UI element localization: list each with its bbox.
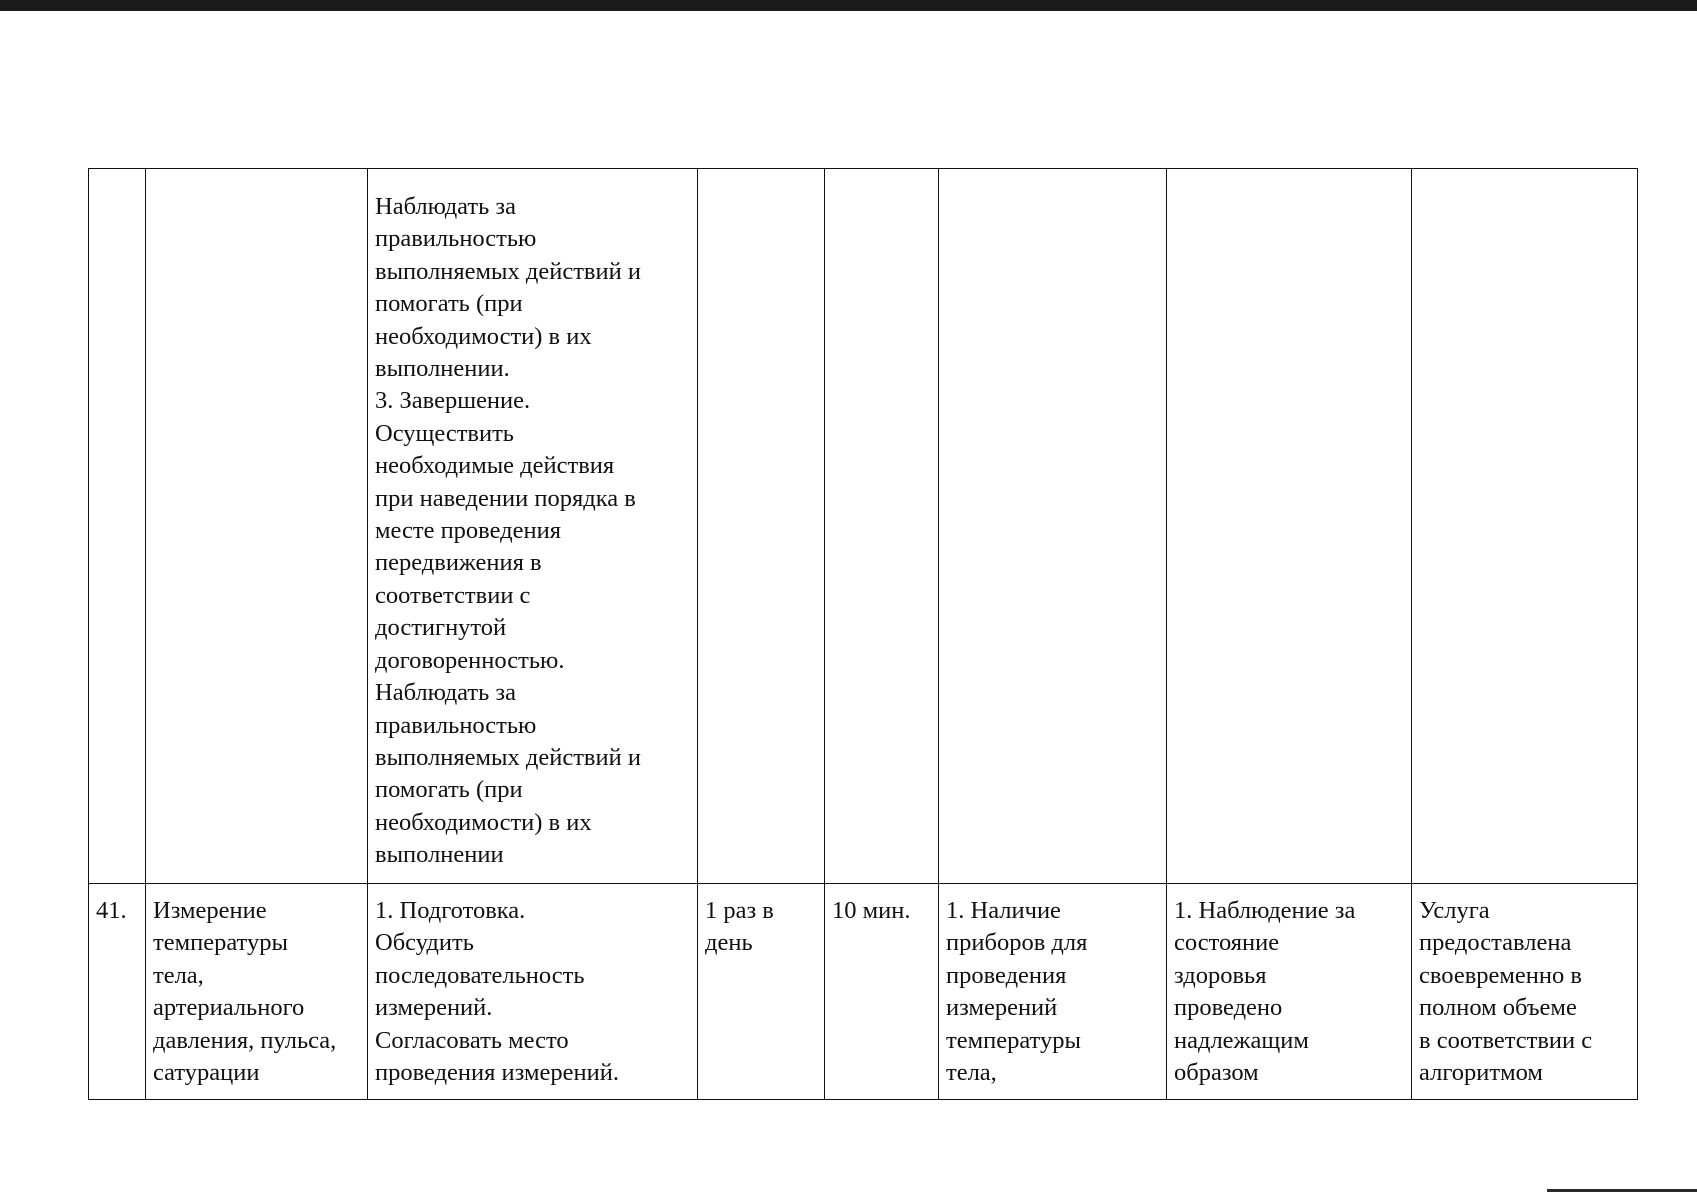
service-name: Измерение температуры тела, артериального давления, пульса, сатурации: [153, 897, 337, 1087]
duration-text: 10 мин.: [832, 897, 911, 924]
cell-number: [89, 884, 146, 1100]
frequency-text: 1 раз в день: [705, 897, 774, 957]
cell-indicators: [1167, 169, 1412, 884]
row-number: 41.: [96, 897, 127, 924]
cell-service-name: [146, 884, 368, 1100]
cell-evaluation: [1412, 169, 1638, 884]
cell-conditions: [939, 884, 1167, 1100]
cell-number: [89, 169, 146, 884]
cell-indicators: [1167, 884, 1412, 1100]
procedure-text: 1. Подготовка. Обсудить последовательность измерений. Согласовать место проведения измерений.: [375, 897, 619, 1087]
cell-procedure: [368, 884, 698, 1100]
table-row-41: [89, 884, 1638, 1100]
cell-evaluation: [1412, 884, 1638, 1100]
cell-frequency: [698, 169, 825, 884]
services-table: [88, 168, 1638, 1100]
procedure-text: Наблюдать за правильностью выполняемых действий и помогать (при необходимости) в их выполнении. 3. Завершение. Осуществить необходимые действия при наведении порядка в месте проведения передвижения в соответствии с достигнутой договоренностью. Наблюдать за правильностью выполняемых действий и помогать (при необходимости) в их выполнении: [375, 193, 641, 869]
cell-service-name: [146, 169, 368, 884]
table-row-continued: [89, 169, 1638, 884]
conditions-text: 1. Наличие приборов для проведения измерений температуры тела,: [946, 897, 1088, 1087]
cell-duration: [825, 169, 939, 884]
cell-conditions: [939, 169, 1167, 884]
cell-duration: [825, 884, 939, 1100]
scan-bottom-mark: [1547, 1189, 1697, 1192]
cell-frequency: [698, 884, 825, 1100]
cell-procedure: [368, 169, 698, 884]
indicators-text: 1. Наблюдение за состояние здоровья проведено надлежащим образом: [1174, 897, 1356, 1087]
scan-top-edge: [0, 0, 1697, 11]
evaluation-text: Услуга предоставлена своевременно в полном объеме в соответствии с алгоритмом: [1419, 897, 1593, 1087]
